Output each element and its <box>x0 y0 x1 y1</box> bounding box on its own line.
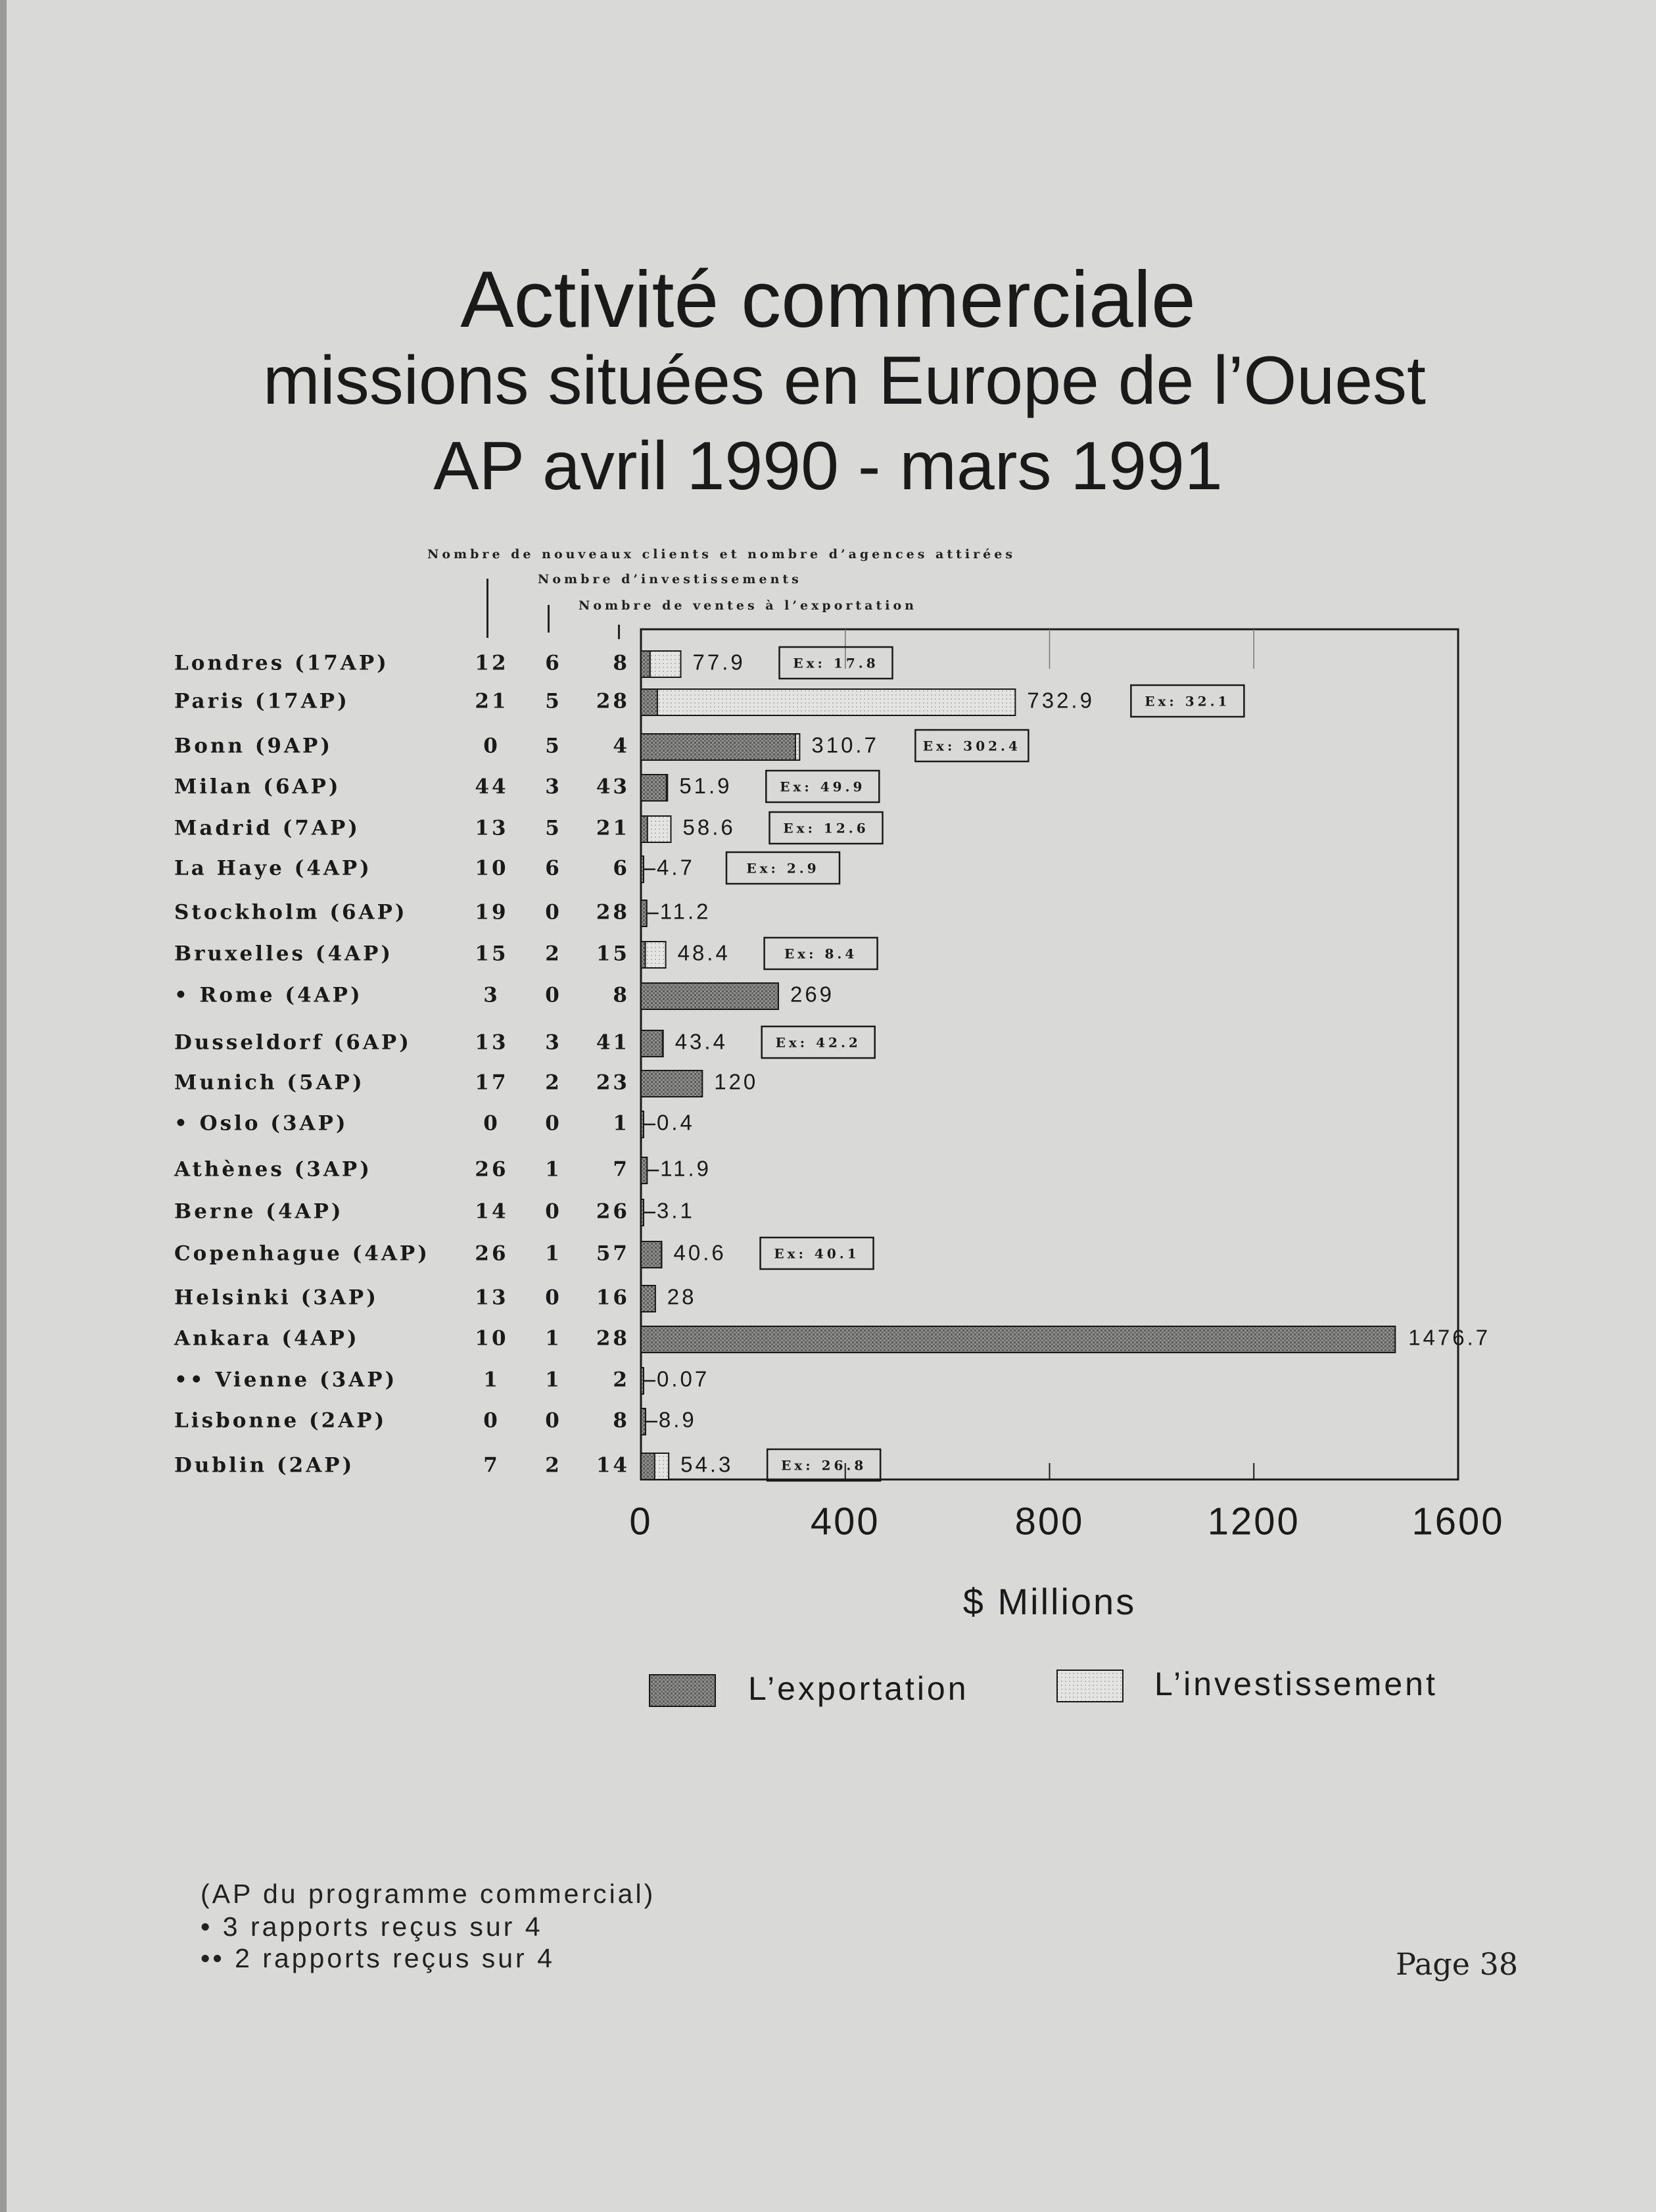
row-10-total-value: 120 <box>714 1069 759 1094</box>
row-19-investments: 2 <box>545 1453 562 1478</box>
row-12-label: Athènes (3AP) <box>174 1157 372 1182</box>
legend-export-swatch <box>650 1675 715 1706</box>
row-12-export-bar <box>641 1157 647 1184</box>
row-19-export-value: Ex: 26.8 <box>781 1457 867 1474</box>
row-15-clients: 13 <box>475 1286 509 1310</box>
row-2-clients: 0 <box>483 734 500 758</box>
row-7-clients: 15 <box>475 942 509 966</box>
row-8-sales: 8 <box>613 983 630 1007</box>
row-17-total-value: 0.07 <box>657 1366 710 1391</box>
x-tick-label-800: 800 <box>1014 1500 1085 1543</box>
row-13-sales: 26 <box>596 1199 630 1224</box>
row-3-total-value: 51.9 <box>679 773 732 798</box>
row-4-export-bar <box>641 816 648 842</box>
row-18-investments: 0 <box>545 1408 562 1433</box>
page-period: AP avril 1990 - mars 1991 <box>433 428 1223 504</box>
row-4-investments: 5 <box>545 816 562 840</box>
row-3-sales: 43 <box>596 775 630 799</box>
row-17-export-bar <box>641 1368 644 1394</box>
row-19-label: Dublin (2AP) <box>174 1453 355 1478</box>
row-19-clients: 7 <box>483 1453 500 1478</box>
row-17-sales: 2 <box>613 1368 630 1392</box>
row-13-clients: 14 <box>475 1199 509 1224</box>
row-10-clients: 17 <box>475 1070 509 1095</box>
row-6-export-bar <box>641 900 647 926</box>
footnote-3-reports: • 3 rapports reçus sur 4 <box>201 1911 543 1942</box>
row-2-export-value: Ex: 302.4 <box>922 738 1021 754</box>
row-19-sales: 14 <box>596 1453 630 1478</box>
row-7-sales: 15 <box>596 942 630 966</box>
row-15-total-value: 28 <box>667 1284 697 1309</box>
page-subtitle: missions situées en Europe de l’Ouest <box>263 343 1426 419</box>
row-4-sales: 21 <box>596 816 630 840</box>
page-number: Page 38 <box>1396 1946 1519 1982</box>
row-18-total-value: 8.9 <box>658 1407 697 1432</box>
row-3-export-value: Ex: 49.9 <box>780 779 866 795</box>
legend-investment-label: L’investissement <box>1154 1666 1438 1703</box>
row-10-investments: 2 <box>545 1070 562 1095</box>
row-11-clients: 0 <box>483 1111 500 1136</box>
row-18-export-bar <box>641 1408 646 1435</box>
row-17-investments: 1 <box>545 1368 562 1392</box>
x-tick-label-0: 0 <box>629 1500 653 1543</box>
row-14-clients: 26 <box>475 1241 509 1266</box>
row-11-total-value: 0.4 <box>657 1110 695 1135</box>
row-4-export-value: Ex: 12.6 <box>783 820 869 836</box>
row-9-export-value: Ex: 42.2 <box>775 1034 861 1051</box>
row-5-export-value: Ex: 2.9 <box>746 860 820 877</box>
row-1-clients: 21 <box>475 689 509 713</box>
row-2-sales: 4 <box>613 734 630 758</box>
row-9-sales: 41 <box>596 1030 630 1055</box>
row-4-clients: 13 <box>475 816 509 840</box>
row-16-total-value: 1476.7 <box>1408 1325 1491 1350</box>
row-10-label: Munich (5AP) <box>174 1070 365 1095</box>
row-10-export-bar <box>641 1070 702 1097</box>
row-3-investments: 3 <box>545 775 562 799</box>
legend-investment-swatch <box>1057 1670 1123 1702</box>
row-6-sales: 28 <box>596 900 630 925</box>
row-3-label: Milan (6AP) <box>174 775 341 799</box>
row-5-clients: 10 <box>475 856 509 880</box>
row-16-investments: 1 <box>545 1326 562 1351</box>
row-6-total-value: 11.2 <box>659 899 711 924</box>
row-0-investments: 6 <box>545 651 562 675</box>
row-4-total-value: 58.6 <box>682 815 736 840</box>
row-12-clients: 26 <box>475 1157 509 1182</box>
page-title: Activité commerciale <box>460 254 1196 344</box>
row-3-clients: 44 <box>475 775 509 799</box>
row-7-label: Bruxelles (4AP) <box>174 942 394 966</box>
row-5-investments: 6 <box>545 856 562 880</box>
row-2-total-value: 310.7 <box>811 733 879 757</box>
row-4-label: Madrid (7AP) <box>174 816 360 840</box>
row-1-export-bar <box>641 689 657 715</box>
row-19-total-value: 54.3 <box>680 1452 734 1477</box>
row-1-export-value: Ex: 32.1 <box>1145 693 1231 709</box>
row-8-clients: 3 <box>483 983 500 1007</box>
row-5-label: La Haye (4AP) <box>174 856 372 880</box>
row-5-export-bar <box>641 856 644 882</box>
row-11-label: • Oslo (3AP) <box>174 1111 348 1136</box>
row-13-label: Berne (4AP) <box>174 1199 344 1224</box>
footnote-ap: (AP du programme commercial) <box>201 1879 656 1909</box>
row-7-total-value: 48.4 <box>677 940 730 965</box>
row-0-total-value: 77.9 <box>692 650 745 675</box>
row-1-investments: 5 <box>545 689 562 713</box>
row-0-sales: 8 <box>613 651 630 675</box>
row-17-label: •• Vienne (3AP) <box>174 1368 398 1392</box>
row-17-clients: 1 <box>483 1368 500 1392</box>
row-15-export-bar <box>641 1286 655 1312</box>
row-8-export-bar <box>641 983 778 1009</box>
row-14-export-bar <box>641 1241 661 1268</box>
x-tick-label-400: 400 <box>810 1500 880 1543</box>
header-clients: Nombre de nouveaux clients et nombre d’agences attirées <box>427 547 1016 562</box>
row-1-total-value: 732.9 <box>1027 688 1095 713</box>
row-12-total-value: 11.9 <box>660 1156 712 1181</box>
row-18-sales: 8 <box>613 1408 630 1433</box>
row-1-label: Paris (17AP) <box>174 689 350 713</box>
row-8-total-value: 269 <box>790 982 835 1007</box>
row-15-investments: 0 <box>545 1286 562 1310</box>
row-6-investments: 0 <box>545 900 562 925</box>
row-18-label: Lisbonne (2AP) <box>174 1408 387 1433</box>
row-9-label: Dusseldorf (6AP) <box>174 1030 412 1055</box>
row-0-export-bar <box>641 651 650 677</box>
x-tick-label-1200: 1200 <box>1207 1500 1300 1543</box>
row-7-investments: 2 <box>545 942 562 966</box>
row-15-sales: 16 <box>596 1286 630 1310</box>
row-14-sales: 57 <box>596 1241 630 1266</box>
legend-export-label: L’exportation <box>748 1670 969 1708</box>
row-1-sales: 28 <box>596 689 630 713</box>
row-16-export-bar <box>641 1326 1395 1353</box>
row-9-export-bar <box>641 1030 663 1057</box>
row-18-clients: 0 <box>483 1408 500 1433</box>
row-11-export-bar <box>641 1111 644 1138</box>
row-16-clients: 10 <box>475 1326 509 1351</box>
row-2-export-bar <box>641 734 795 760</box>
row-8-investments: 0 <box>545 983 562 1007</box>
row-3-export-bar <box>641 775 667 801</box>
header-sales: Nombre de ventes à l’exportation <box>579 598 917 613</box>
row-14-total-value: 40.6 <box>673 1240 726 1265</box>
row-7-export-value: Ex: 8.4 <box>784 946 858 962</box>
row-14-investments: 1 <box>545 1241 562 1266</box>
row-0-clients: 12 <box>475 651 509 675</box>
row-6-clients: 19 <box>475 900 509 925</box>
row-9-clients: 13 <box>475 1030 509 1055</box>
row-5-sales: 6 <box>613 856 630 880</box>
row-9-total-value: 43.4 <box>674 1029 728 1054</box>
row-7-export-bar <box>641 942 646 968</box>
row-14-export-value: Ex: 40.1 <box>774 1245 860 1262</box>
row-16-sales: 28 <box>596 1326 630 1351</box>
row-15-label: Helsinki (3AP) <box>174 1286 379 1310</box>
row-8-label: • Rome (4AP) <box>174 983 363 1007</box>
row-12-sales: 7 <box>613 1157 630 1182</box>
row-5-total-value: 4.7 <box>657 855 695 880</box>
row-13-export-bar <box>641 1199 644 1226</box>
row-16-label: Ankara (4AP) <box>174 1326 360 1351</box>
header-investments: Nombre d’investissements <box>538 572 802 587</box>
x-tick-label-1600: 1600 <box>1411 1500 1505 1543</box>
footnote-2-reports: •• 2 rapports reçus sur 4 <box>201 1943 555 1973</box>
row-9-investments: 3 <box>545 1030 562 1055</box>
row-13-investments: 0 <box>545 1199 562 1224</box>
row-14-label: Copenhague (4AP) <box>174 1241 430 1266</box>
row-2-label: Bonn (9AP) <box>174 734 333 758</box>
row-0-export-value: Ex: 17.8 <box>793 655 879 671</box>
row-13-total-value: 3.1 <box>657 1198 695 1223</box>
row-12-investments: 1 <box>545 1157 562 1182</box>
x-axis-label: $ Millions <box>962 1580 1137 1622</box>
row-6-label: Stockholm (6AP) <box>174 900 408 925</box>
row-11-investments: 0 <box>545 1111 562 1136</box>
row-0-label: Londres (17AP) <box>174 651 389 675</box>
row-10-sales: 23 <box>596 1070 630 1095</box>
row-2-investments: 5 <box>545 734 562 758</box>
row-19-export-bar <box>641 1453 655 1479</box>
row-11-sales: 1 <box>613 1111 630 1136</box>
row-1-investment-bar <box>641 689 1015 715</box>
